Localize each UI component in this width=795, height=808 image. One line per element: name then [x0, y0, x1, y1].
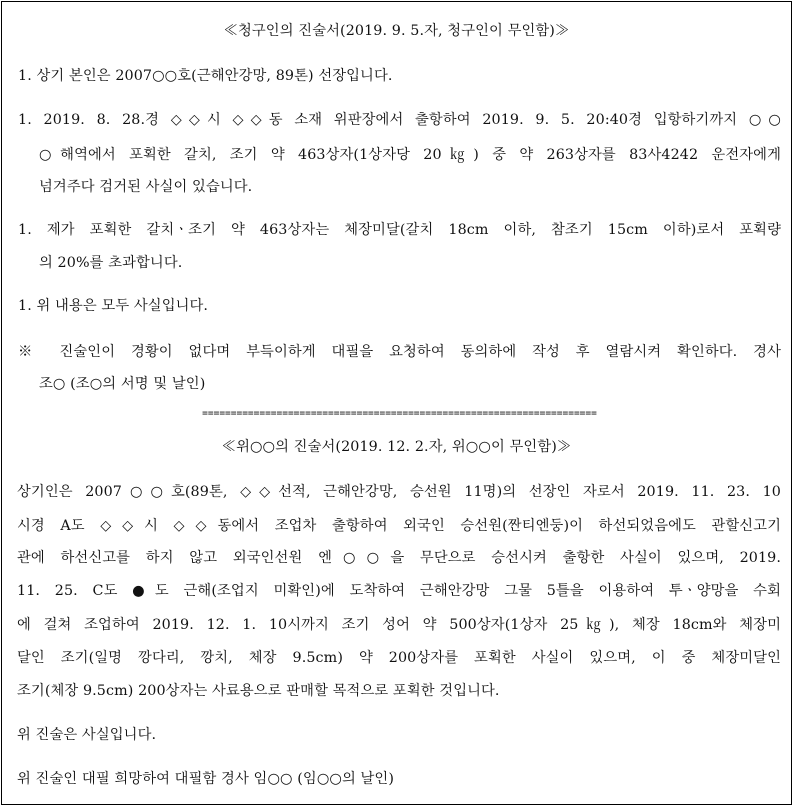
section-separator: =====================================================================	[202, 408, 597, 419]
section2-para-line1: 상기인은 2007○○호(89톤, ◇◇선적, 근해안강망, 승선원 11명)의 선장인 자로서 2019. 11. 23. 10	[17, 484, 781, 500]
section2-closing: 위 진술은 사실입니다.	[17, 727, 157, 743]
section2-para-line4: 11. 25. C도 ●도 근해(조업지 미확인)에 도착하여 근해안강망 그물 5틀을 이용하여 투ㆍ양망을 수회	[17, 583, 781, 599]
section1-note-line2: 조○ (조○의 서명 및 날인)	[39, 376, 206, 392]
section2-para-line2: 시경 A도 ◇◇시 ◇◇동에서 조업차 출항하여 외국인 승선원(짠티엔둥)이 하선되었음에도 관할신고기	[17, 518, 781, 534]
section2-signature: 위 진술인 대필 희망하여 대필함 경사 임○○ (임○○의 날인)	[17, 771, 395, 787]
section1-item3-line2: 의 20%를 초과합니다.	[39, 255, 183, 271]
section1-heading: ≪청구인의 진술서(2019. 9. 5.자, 청구인이 무인함)≫	[223, 23, 570, 39]
section2-para-line5: 에 걸쳐 조업하여 2019. 12. 1. 10시까지 조기 성어 약 500상자(1상자 25㎏), 체장 18cm와 체장미	[17, 617, 781, 633]
section1-item3-line1: 1. 제가 포획한 갈치ㆍ조기 약 463상자는 체장미달(갈치 18cm 이하, 참조기 15cm 이하)로서 포획량	[18, 222, 781, 238]
section2-para-line6: 달인 조기(일명 깡다리, 깡치, 체장 9.5cm) 약 200상자를 포획한 사실이 있으며, 이 중 체장미달인	[17, 650, 781, 666]
section2-heading: ≪위○○의 진술서(2019. 12. 2.자, 위○○이 무인함)≫	[221, 439, 572, 455]
section1-note-line1: ※ 진술인이 경황이 없다며 부득이하게 대필을 요청하여 동의하에 작성 후 열람시켜 확인하다. 경사	[18, 344, 781, 360]
section1-item2-line3: 넘겨주다 검거된 사실이 있습니다.	[39, 179, 253, 195]
statement-document	[1, 1, 792, 805]
section1-item4: 1. 위 내용은 모두 사실입니다.	[18, 298, 209, 314]
section2-para-line7: 조기(체장 9.5cm) 200상자는 사료용으로 판매할 목적으로 포획한 것입니다.	[17, 683, 500, 699]
section1-item2-line2: ○해역에서 포획한 갈치, 조기 약 463상자(1상자당 20㎏) 중 약 263상자를 83사4242 운전자에게	[39, 147, 781, 163]
section1-item1: 1. 상기 본인은 2007○○호(근해안강망, 89톤) 선장입니다.	[18, 68, 393, 84]
section1-item2-line1: 1. 2019. 8. 28.경 ◇◇시 ◇◇동 소재 위판장에서 출항하여 2019. 9. 5. 20:40경 입항하기까지 ○○	[18, 112, 781, 128]
section2-para-line3: 관에 하선신고를 하지 않고 외국인선원 엔○○을 무단으로 승선시켜 출항한 사실이 있으며, 2019.	[17, 550, 781, 566]
